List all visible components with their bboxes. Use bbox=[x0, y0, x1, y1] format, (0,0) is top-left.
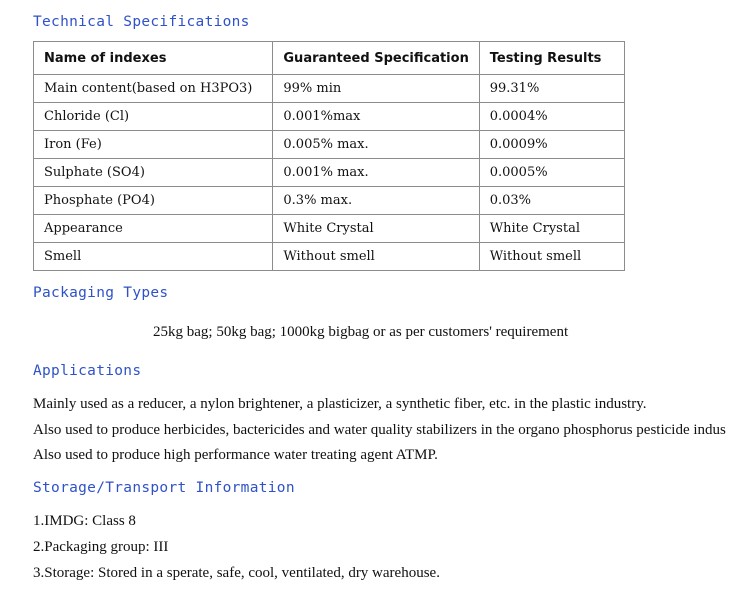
table-cell: White Crystal bbox=[479, 215, 624, 243]
table-cell: Phosphate (PO4) bbox=[34, 187, 273, 215]
table-cell: Without smell bbox=[479, 243, 624, 271]
table-row bbox=[34, 159, 625, 187]
table-cell: 0.03% bbox=[479, 187, 624, 215]
application-line: Mainly used as a reducer, a nylon brightener, a plasticizer, a synthetic fiber, etc. in the plastic industry. bbox=[33, 396, 647, 412]
table-row bbox=[34, 243, 625, 271]
application-line: Also used to produce high performance water treating agent ATMP. bbox=[33, 447, 438, 463]
table-cell: Main content(based on H3PO3) bbox=[34, 75, 273, 103]
header-guaranteed-specification: Guaranteed Specification bbox=[273, 42, 479, 75]
table-cell: Without smell bbox=[273, 243, 479, 271]
table-cell: 0.005% max. bbox=[273, 131, 479, 159]
table-cell: 0.001%max bbox=[273, 103, 479, 131]
table-cell: 99% min bbox=[273, 75, 479, 103]
table-cell: Smell bbox=[34, 243, 273, 271]
packaging-types-heading: Packaging Types bbox=[33, 285, 169, 301]
table-row bbox=[34, 103, 625, 131]
table-row bbox=[34, 75, 625, 103]
specifications-table bbox=[33, 41, 625, 271]
application-line: Also used to produce herbicides, bactericides and water quality stabilizers in the organo phosphorus pesticide indus bbox=[33, 422, 726, 438]
table-cell: Iron (Fe) bbox=[34, 131, 273, 159]
storage-transport-heading: Storage/Transport Information bbox=[33, 480, 295, 496]
table-header-row bbox=[34, 42, 625, 75]
storage-line: 1.IMDG: Class 8 bbox=[33, 513, 136, 529]
table-cell: 0.0004% bbox=[479, 103, 624, 131]
table-cell: Chloride (Cl) bbox=[34, 103, 273, 131]
technical-specifications-heading: Technical Specifications bbox=[33, 14, 250, 30]
applications-heading: Applications bbox=[33, 363, 142, 379]
table-row bbox=[34, 215, 625, 243]
storage-line: 2.Packaging group: III bbox=[33, 539, 169, 555]
table-cell: Sulphate (SO4) bbox=[34, 159, 273, 187]
table-cell: Appearance bbox=[34, 215, 273, 243]
header-name-of-indexes: Name of indexes bbox=[34, 42, 273, 75]
table-cell: 0.0005% bbox=[479, 159, 624, 187]
table-cell: White Crystal bbox=[273, 215, 479, 243]
table-cell: 99.31% bbox=[479, 75, 624, 103]
table-row bbox=[34, 187, 625, 215]
table-cell: 0.3% max. bbox=[273, 187, 479, 215]
header-testing-results: Testing Results bbox=[479, 42, 624, 75]
storage-line: 3.Storage: Stored in a sperate, safe, cool, ventilated, dry warehouse. bbox=[33, 565, 440, 581]
table-cell: 0.001% max. bbox=[273, 159, 479, 187]
table-cell: 0.0009% bbox=[479, 131, 624, 159]
packaging-text: 25kg bag; 50kg bag; 1000kg bigbag or as per customers' requirement bbox=[153, 324, 569, 340]
table-row bbox=[34, 131, 625, 159]
